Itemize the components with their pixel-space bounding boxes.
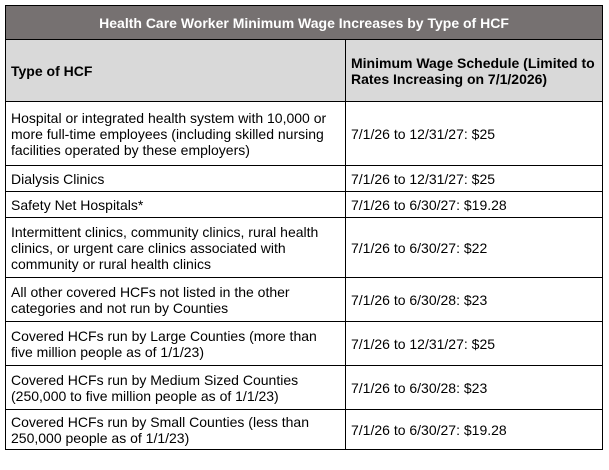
row-type: Hospital or integrated health system with 10,000 or more full-time employees (including skilled nursing facilities operated by these employers) (6, 102, 346, 166)
table-header-row (6, 40, 603, 102)
table-title: Health Care Worker Minimum Wage Increases by Type of HCF (6, 6, 603, 40)
row-type: Covered HCFs run by Small Counties (less than 250,000 people as of 1/1/23) (6, 410, 346, 450)
row-schedule: 7/1/26 to 12/31/27: $25 (346, 166, 603, 192)
row-type: Covered HCFs run by Medium Sized Counties (250,000 to five million people as of 1/1/23) (6, 366, 346, 410)
row-schedule: 7/1/26 to 6/30/27: $19.28 (346, 410, 603, 450)
row-schedule: 7/1/26 to 6/30/28: $23 (346, 278, 603, 322)
table-row (6, 322, 603, 366)
row-schedule: 7/1/26 to 6/30/27: $22 (346, 218, 603, 278)
wage-table-container (5, 5, 602, 450)
header-type: Type of HCF (6, 40, 346, 102)
row-schedule: 7/1/26 to 6/30/28: $23 (346, 366, 603, 410)
table-row (6, 278, 603, 322)
table-row (6, 102, 603, 166)
row-type: Dialysis Clinics (6, 166, 346, 192)
row-schedule: 7/1/26 to 12/31/27: $25 (346, 322, 603, 366)
table-row (6, 166, 603, 192)
table-title-row (6, 6, 603, 40)
row-type: Covered HCFs run by Large Counties (more than five million people as of 1/1/23) (6, 322, 346, 366)
row-schedule: 7/1/26 to 6/30/27: $19.28 (346, 192, 603, 218)
table-row (6, 366, 603, 410)
row-type: All other covered HCFs not listed in the other categories and not run by Counties (6, 278, 346, 322)
wage-table (5, 5, 603, 450)
table-row (6, 218, 603, 278)
row-type: Safety Net Hospitals* (6, 192, 346, 218)
table-row (6, 410, 603, 450)
header-schedule: Minimum Wage Schedule (Limited to Rates Increasing on 7/1/2026) (346, 40, 603, 102)
row-type: Intermittent clinics, community clinics, rural health clinics, or urgent care clinics associated with community or rural health clinics (6, 218, 346, 278)
table-row (6, 192, 603, 218)
row-schedule: 7/1/26 to 12/31/27: $25 (346, 102, 603, 166)
